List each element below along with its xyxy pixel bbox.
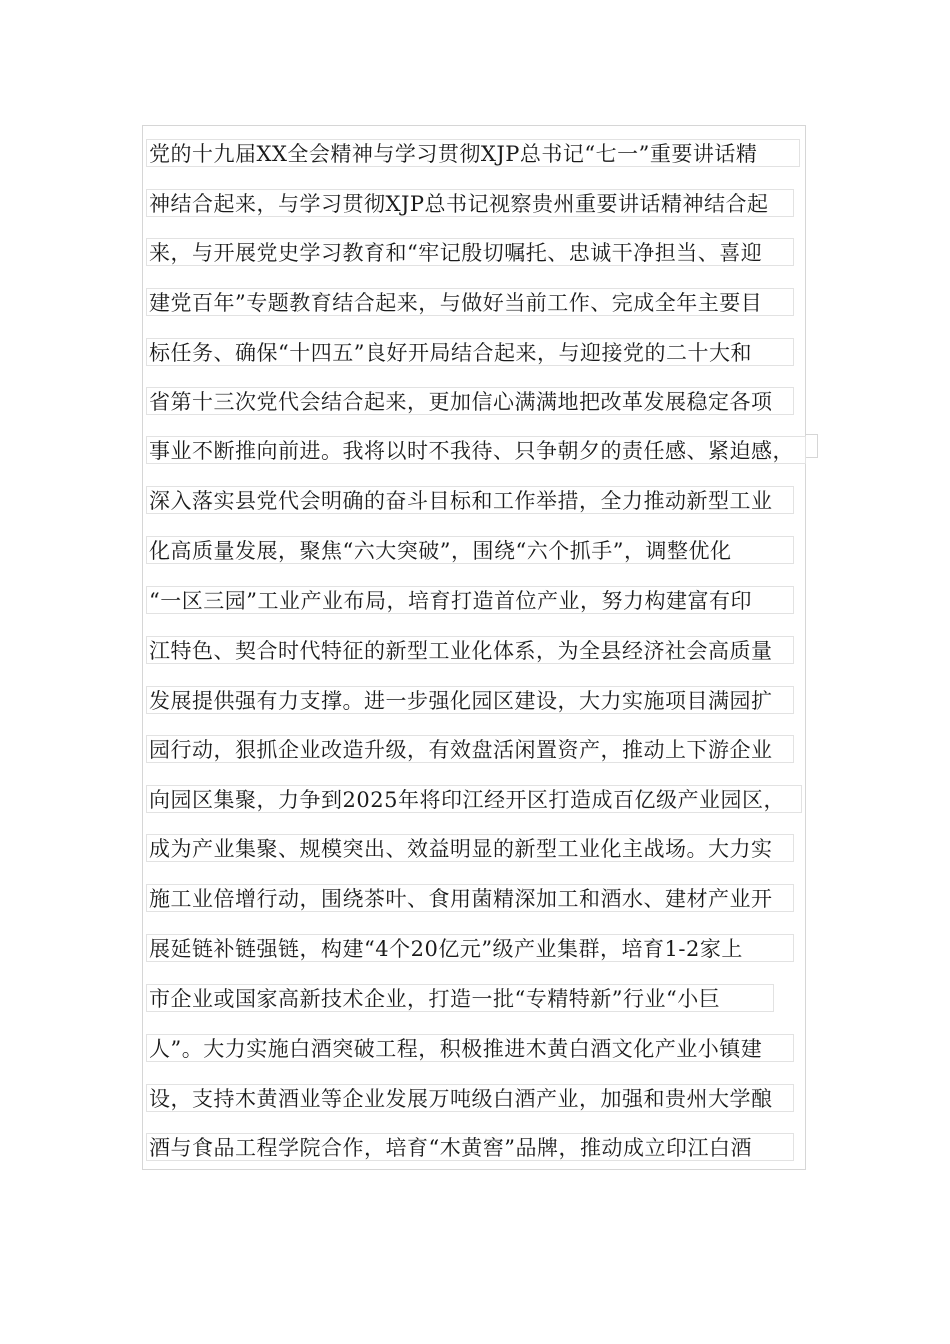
text-line: 园行动，狠抓企业改造升级，有效盘活闲置资产，推动上下游企业 (146, 735, 794, 763)
margin-mark (806, 434, 818, 458)
text-line: 江特色、契合时代特征的新型工业化体系，为全县经济社会高质量 (146, 636, 794, 664)
text-line: 标任务、确保“十四五”良好开局结合起来，与迎接党的二十大和 (146, 338, 794, 366)
text-line: 设，支持木黄酒业等企业发展万吨级白酒产业，加强和贵州大学酿 (146, 1084, 794, 1112)
text-line: 党的十九届XX全会精神与学习贯彻XJP总书记“七一”重要讲话精 (146, 139, 800, 167)
text-line: 人”。大力实施白酒突破工程，积极推进木黄白酒文化产业小镇建 (146, 1034, 794, 1062)
text-line: 施工业倍增行动，围绕茶叶、食用菌精深加工和酒水、建材产业开 (146, 884, 794, 912)
text-line: 建党百年”专题教育结合起来，与做好当前工作、完成全年主要目 (146, 288, 794, 316)
text-line: 向园区集聚，力争到2025年将印江经开区打造成百亿级产业园区， (146, 785, 802, 813)
text-line: 酒与食品工程学院合作，培育“木黄窖”品牌，推动成立印江白酒 (146, 1133, 794, 1161)
text-line: 成为产业集聚、规模突出、效益明显的新型工业化主战场。大力实 (146, 834, 794, 862)
text-line: 发展提供强有力支撑。进一步强化园区建设，大力实施项目满园扩 (146, 686, 794, 714)
text-line: “一区三园”工业产业布局，培育打造首位产业，努力构建富有印 (146, 586, 794, 614)
text-line: 事业不断推向前进。我将以时不我待、只争朝夕的责任感、紧迫感， (146, 436, 806, 464)
text-line: 市企业或国家高新技术企业，打造一批“专精特新”行业“小巨 (146, 984, 774, 1012)
text-line: 来，与开展党史学习教育和“牢记殷切嘱托、忠诚干净担当、喜迎 (146, 238, 794, 266)
text-line: 神结合起来，与学习贯彻XJP总书记视察贵州重要讲话精神结合起 (146, 189, 794, 217)
text-line: 省第十三次党代会结合起来，更加信心满满地把改革发展稳定各项 (146, 387, 794, 415)
text-line: 化高质量发展，聚焦“六大突破”，围绕“六个抓手”，调整优化 (146, 536, 794, 564)
text-line: 展延链补链强链，构建“4个20亿元”级产业集群，培育1-2家上 (146, 934, 794, 962)
text-line: 深入落实县党代会明确的奋斗目标和工作举措，全力推动新型工业 (146, 486, 794, 514)
